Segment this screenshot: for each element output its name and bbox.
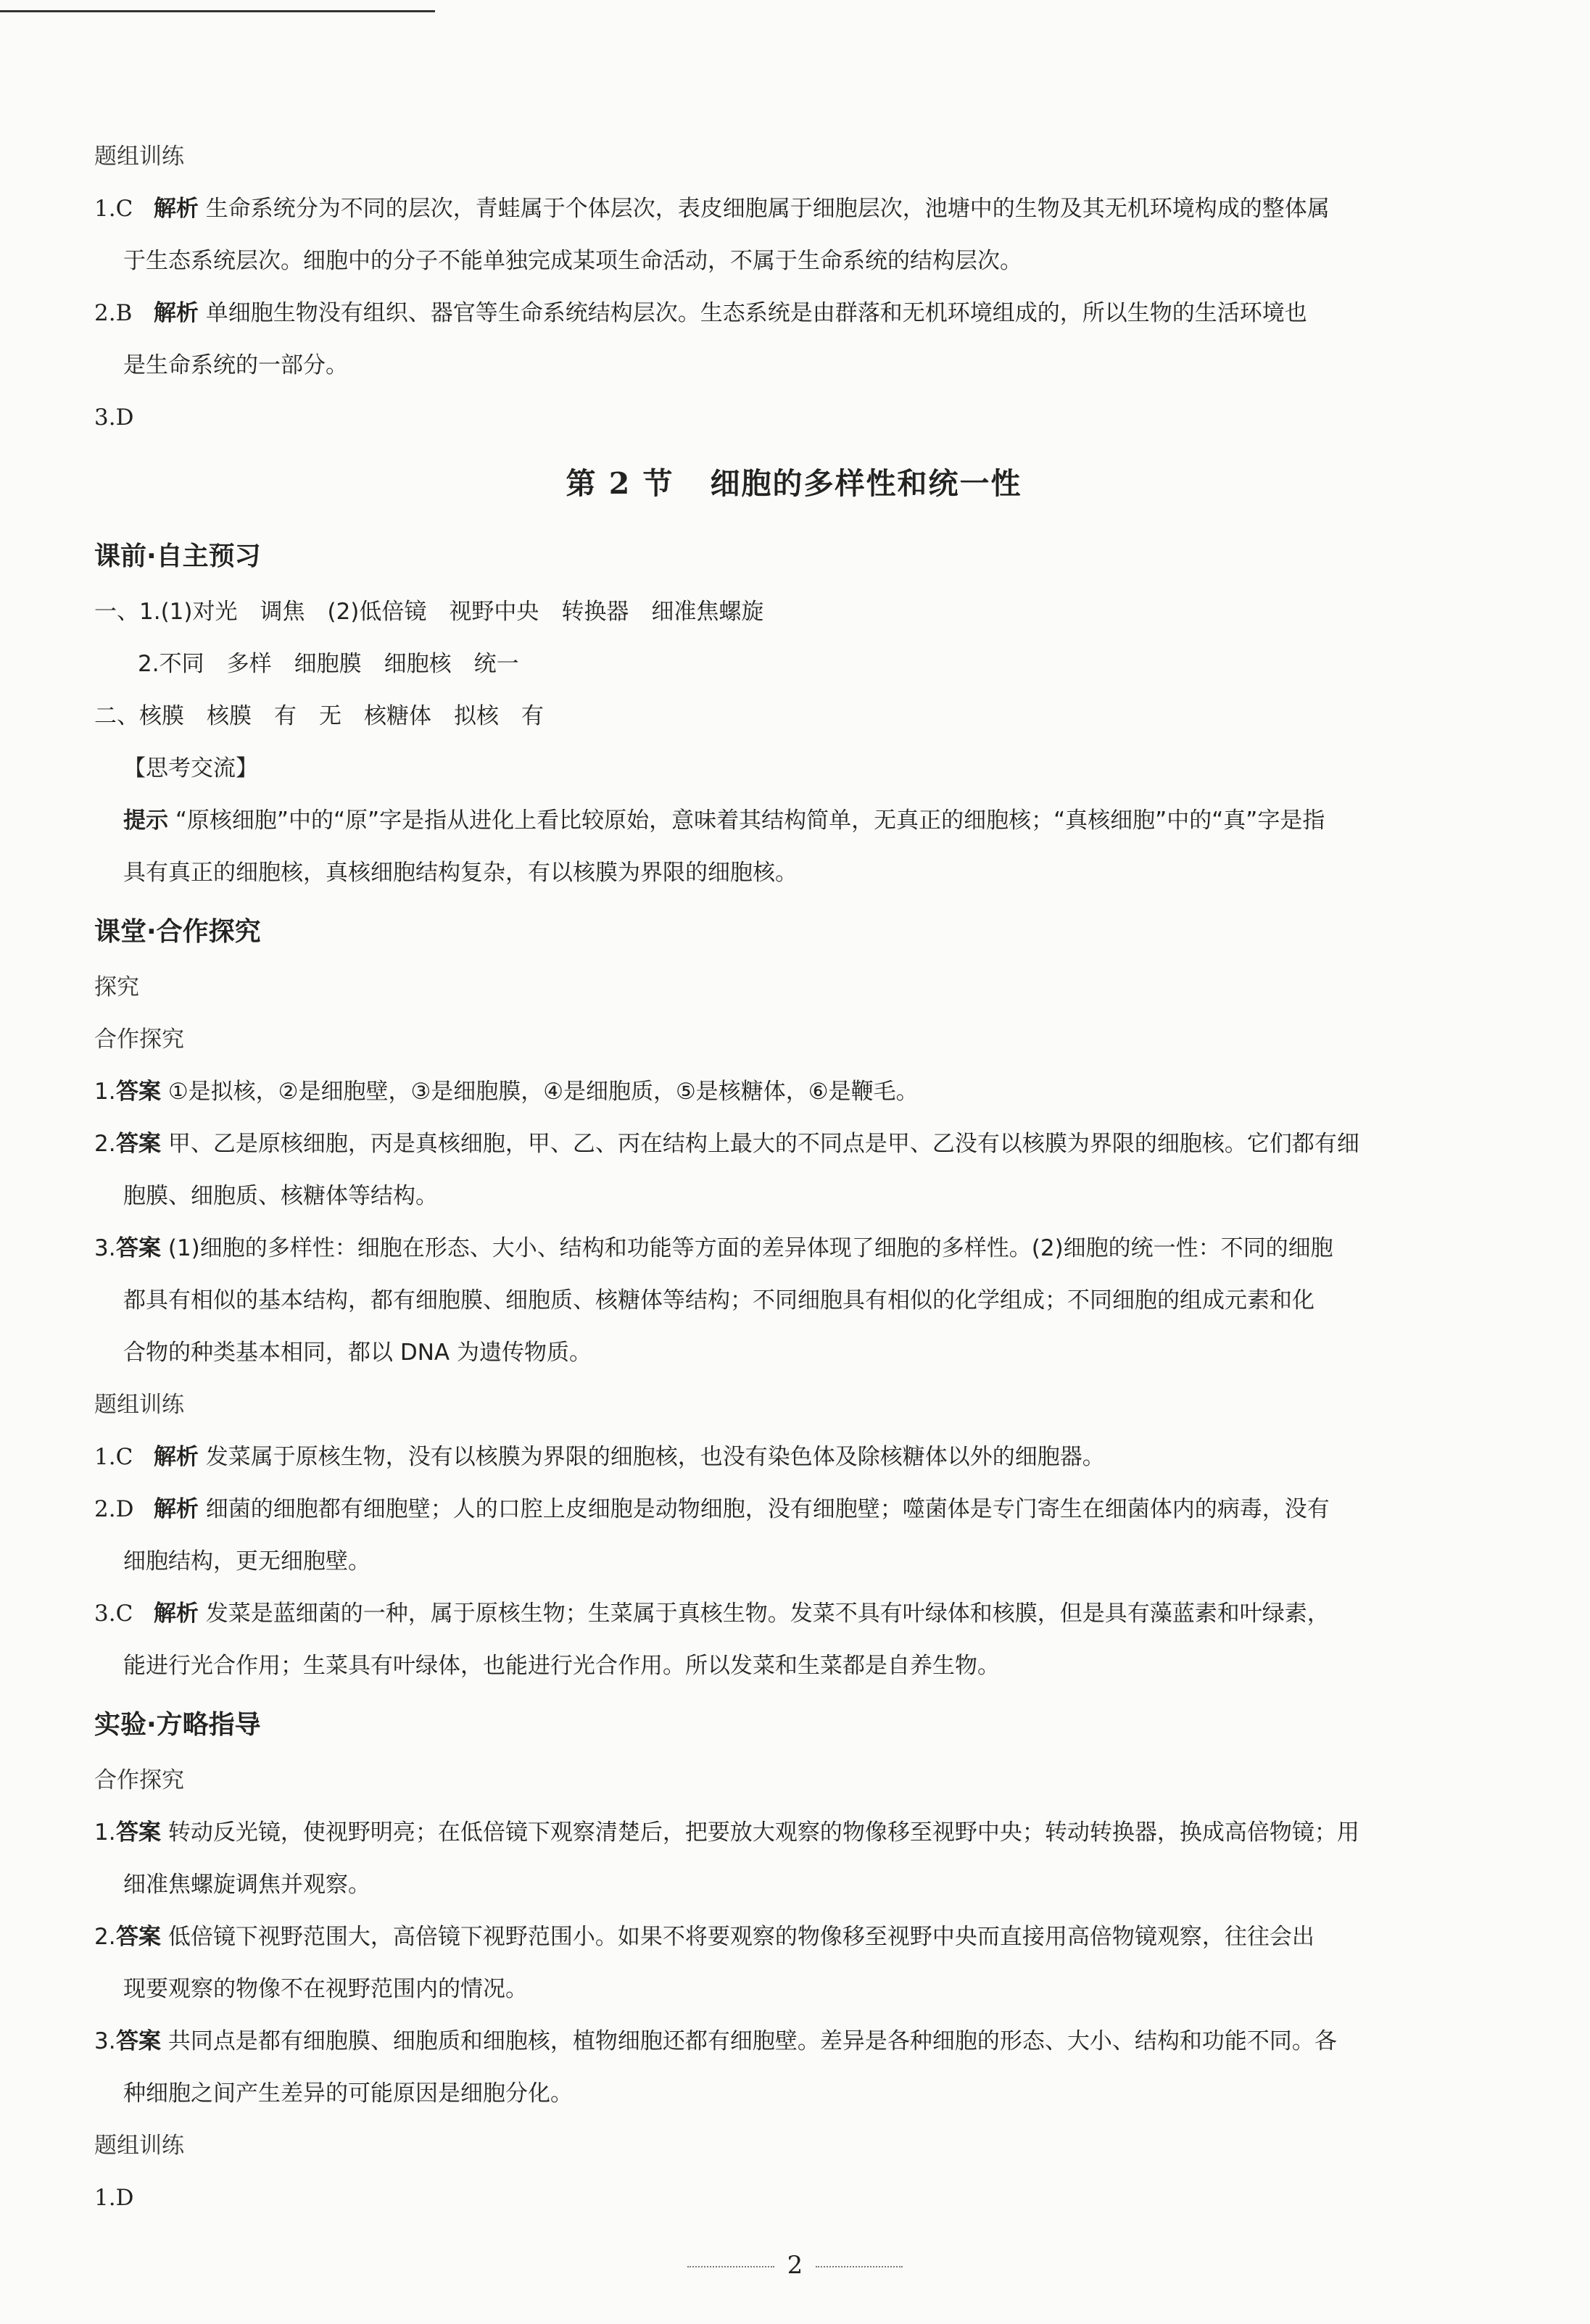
- cooperate-label: 合作探究: [94, 1767, 184, 1793]
- answer-continuation: 细准焦螺旋调焦并观察。: [123, 1872, 370, 1898]
- hint-line: 提示 “原核细胞”中的“原”字是指从进化上看比较原始，意味着其结构简单，无真正的细胞核；“真核细胞”中的“真”字是指: [123, 808, 1325, 834]
- answer-item: 1.答案 转动反光镜，使视野明亮；在低倍镜下观察清楚后，把要放大观察的物像移至视野中央；转动转换器，换成高倍物镜；用: [94, 1819, 1359, 1846]
- answer-continuation: 种细胞之间产生差异的可能原因是细胞分化。: [123, 2080, 573, 2107]
- answer-item: 1.答案 ①是拟核，②是细胞壁，③是细胞膜，④是细胞质，⑤是核糖体，⑥是鞭毛。: [94, 1079, 919, 1105]
- group-training-label: 题组训练: [94, 2133, 184, 2159]
- answer-item: 2.答案 甲、乙是原核细胞，丙是真核细胞，甲、乙、丙在结构上最大的不同点是甲、乙没有以核膜为界限的细胞核。它们都有细: [94, 1131, 1359, 1157]
- think-label: 【思考交流】: [123, 755, 258, 781]
- answer-continuation: 细胞结构，更无细胞壁。: [123, 1548, 370, 1574]
- answer-item: 2.答案 低倍镜下视野范围大，高倍镜下视野范围小。如果不将要观察的物像移至视野中央而直接用高倍物镜观察，往往会出: [94, 1924, 1314, 1950]
- footer-rule-left: [687, 2266, 774, 2267]
- chapter-title: 第 2 节 细胞的多样性和统一性: [566, 466, 1022, 501]
- top-rule: [0, 10, 435, 12]
- answer-continuation: 于生态系统层次。细胞中的分子不能单独完成某项生命活动，不属于生命系统的结构层次。: [123, 248, 1022, 274]
- preview-line: 二、核膜 核膜 有 无 核糖体 拟核 有: [94, 703, 544, 729]
- page-footer: [0, 2251, 1590, 2280]
- answer-item: 2.D 解析 细菌的细胞都有细胞壁；人的口腔上皮细胞是动物细胞，没有细胞壁；噬菌体是专门寄生在细菌体内的病毒，没有: [94, 1496, 1330, 1522]
- answer-item: 3.C 解析 发菜是蓝细菌的一种，属于原核生物；生菜属于真核生物。发菜不具有叶绿体和核膜，但是具有藻蓝素和叶绿素，: [94, 1601, 1330, 1627]
- answer-item: 1.C 解析 生命系统分为不同的层次，青蛙属于个体层次，表皮细胞属于细胞层次，池塘中的生物及其无机环境构成的整体属: [94, 196, 1330, 222]
- answer-item: 1.C 解析 发菜属于原核生物，没有以核膜为界限的细胞核，也没有染色体及除核糖体以外的细胞器。: [94, 1444, 1105, 1470]
- answer-item: 1.D: [94, 2185, 134, 2211]
- hint-continuation: 具有真正的细胞核，真核细胞结构复杂，有以核膜为界限的细胞核。: [123, 860, 798, 886]
- answer-continuation: 现要观察的物像不在视野范围内的情况。: [123, 1976, 528, 2002]
- preview-line: 2.不同 多样 细胞膜 细胞核 统一: [138, 651, 519, 677]
- section-heading-classroom: 课堂·合作探究: [94, 917, 261, 947]
- preview-line: 一、1.(1)对光 调焦 (2)低倍镜 视野中央 转换器 细准焦螺旋: [94, 599, 764, 625]
- answer-continuation: 都具有相似的基本结构，都有细胞膜、细胞质、核糖体等结构；不同细胞具有相似的化学组成；不同细胞的组成元素和化: [123, 1287, 1314, 1314]
- answer-continuation: 合物的种类基本相同，都以 DNA 为遗传物质。: [123, 1340, 592, 1366]
- group-training-label: 题组训练: [94, 1392, 184, 1418]
- answer-item: 2.B 解析 单细胞生物没有组织、器官等生命系统结构层次。生态系统是由群落和无机环境组成的，所以生物的生活环境也: [94, 300, 1307, 326]
- explore-label: 探究: [94, 974, 139, 1000]
- answer-item: 3.答案 共同点是都有细胞膜、细胞质和细胞核，植物细胞还都有细胞壁。差异是各种细胞的形态、大小、结构和功能不同。各: [94, 2028, 1337, 2054]
- answer-item: 3.D: [94, 404, 134, 431]
- footer-rule-right: [816, 2266, 903, 2267]
- page-content: [94, 130, 1494, 2224]
- answer-continuation: 是生命系统的一部分。: [123, 352, 348, 378]
- answer-continuation: 能进行光合作用；生菜具有叶绿体，也能进行光合作用。所以发菜和生菜都是自养生物。: [123, 1653, 1000, 1679]
- section-heading-experiment: 实验·方略指导: [94, 1710, 261, 1740]
- group-training-label: 题组训练: [94, 144, 184, 170]
- cooperate-label: 合作探究: [94, 1026, 184, 1053]
- answer-item: 3.答案 (1)细胞的多样性：细胞在形态、大小、结构和功能等方面的差异体现了细胞的多样性。(2)细胞的统一性：不同的细胞: [94, 1235, 1333, 1261]
- answer-continuation: 胞膜、细胞质、核糖体等结构。: [123, 1183, 438, 1209]
- page-number: 2: [787, 2251, 803, 2280]
- section-heading-preview: 课前·自主预习: [94, 541, 261, 571]
